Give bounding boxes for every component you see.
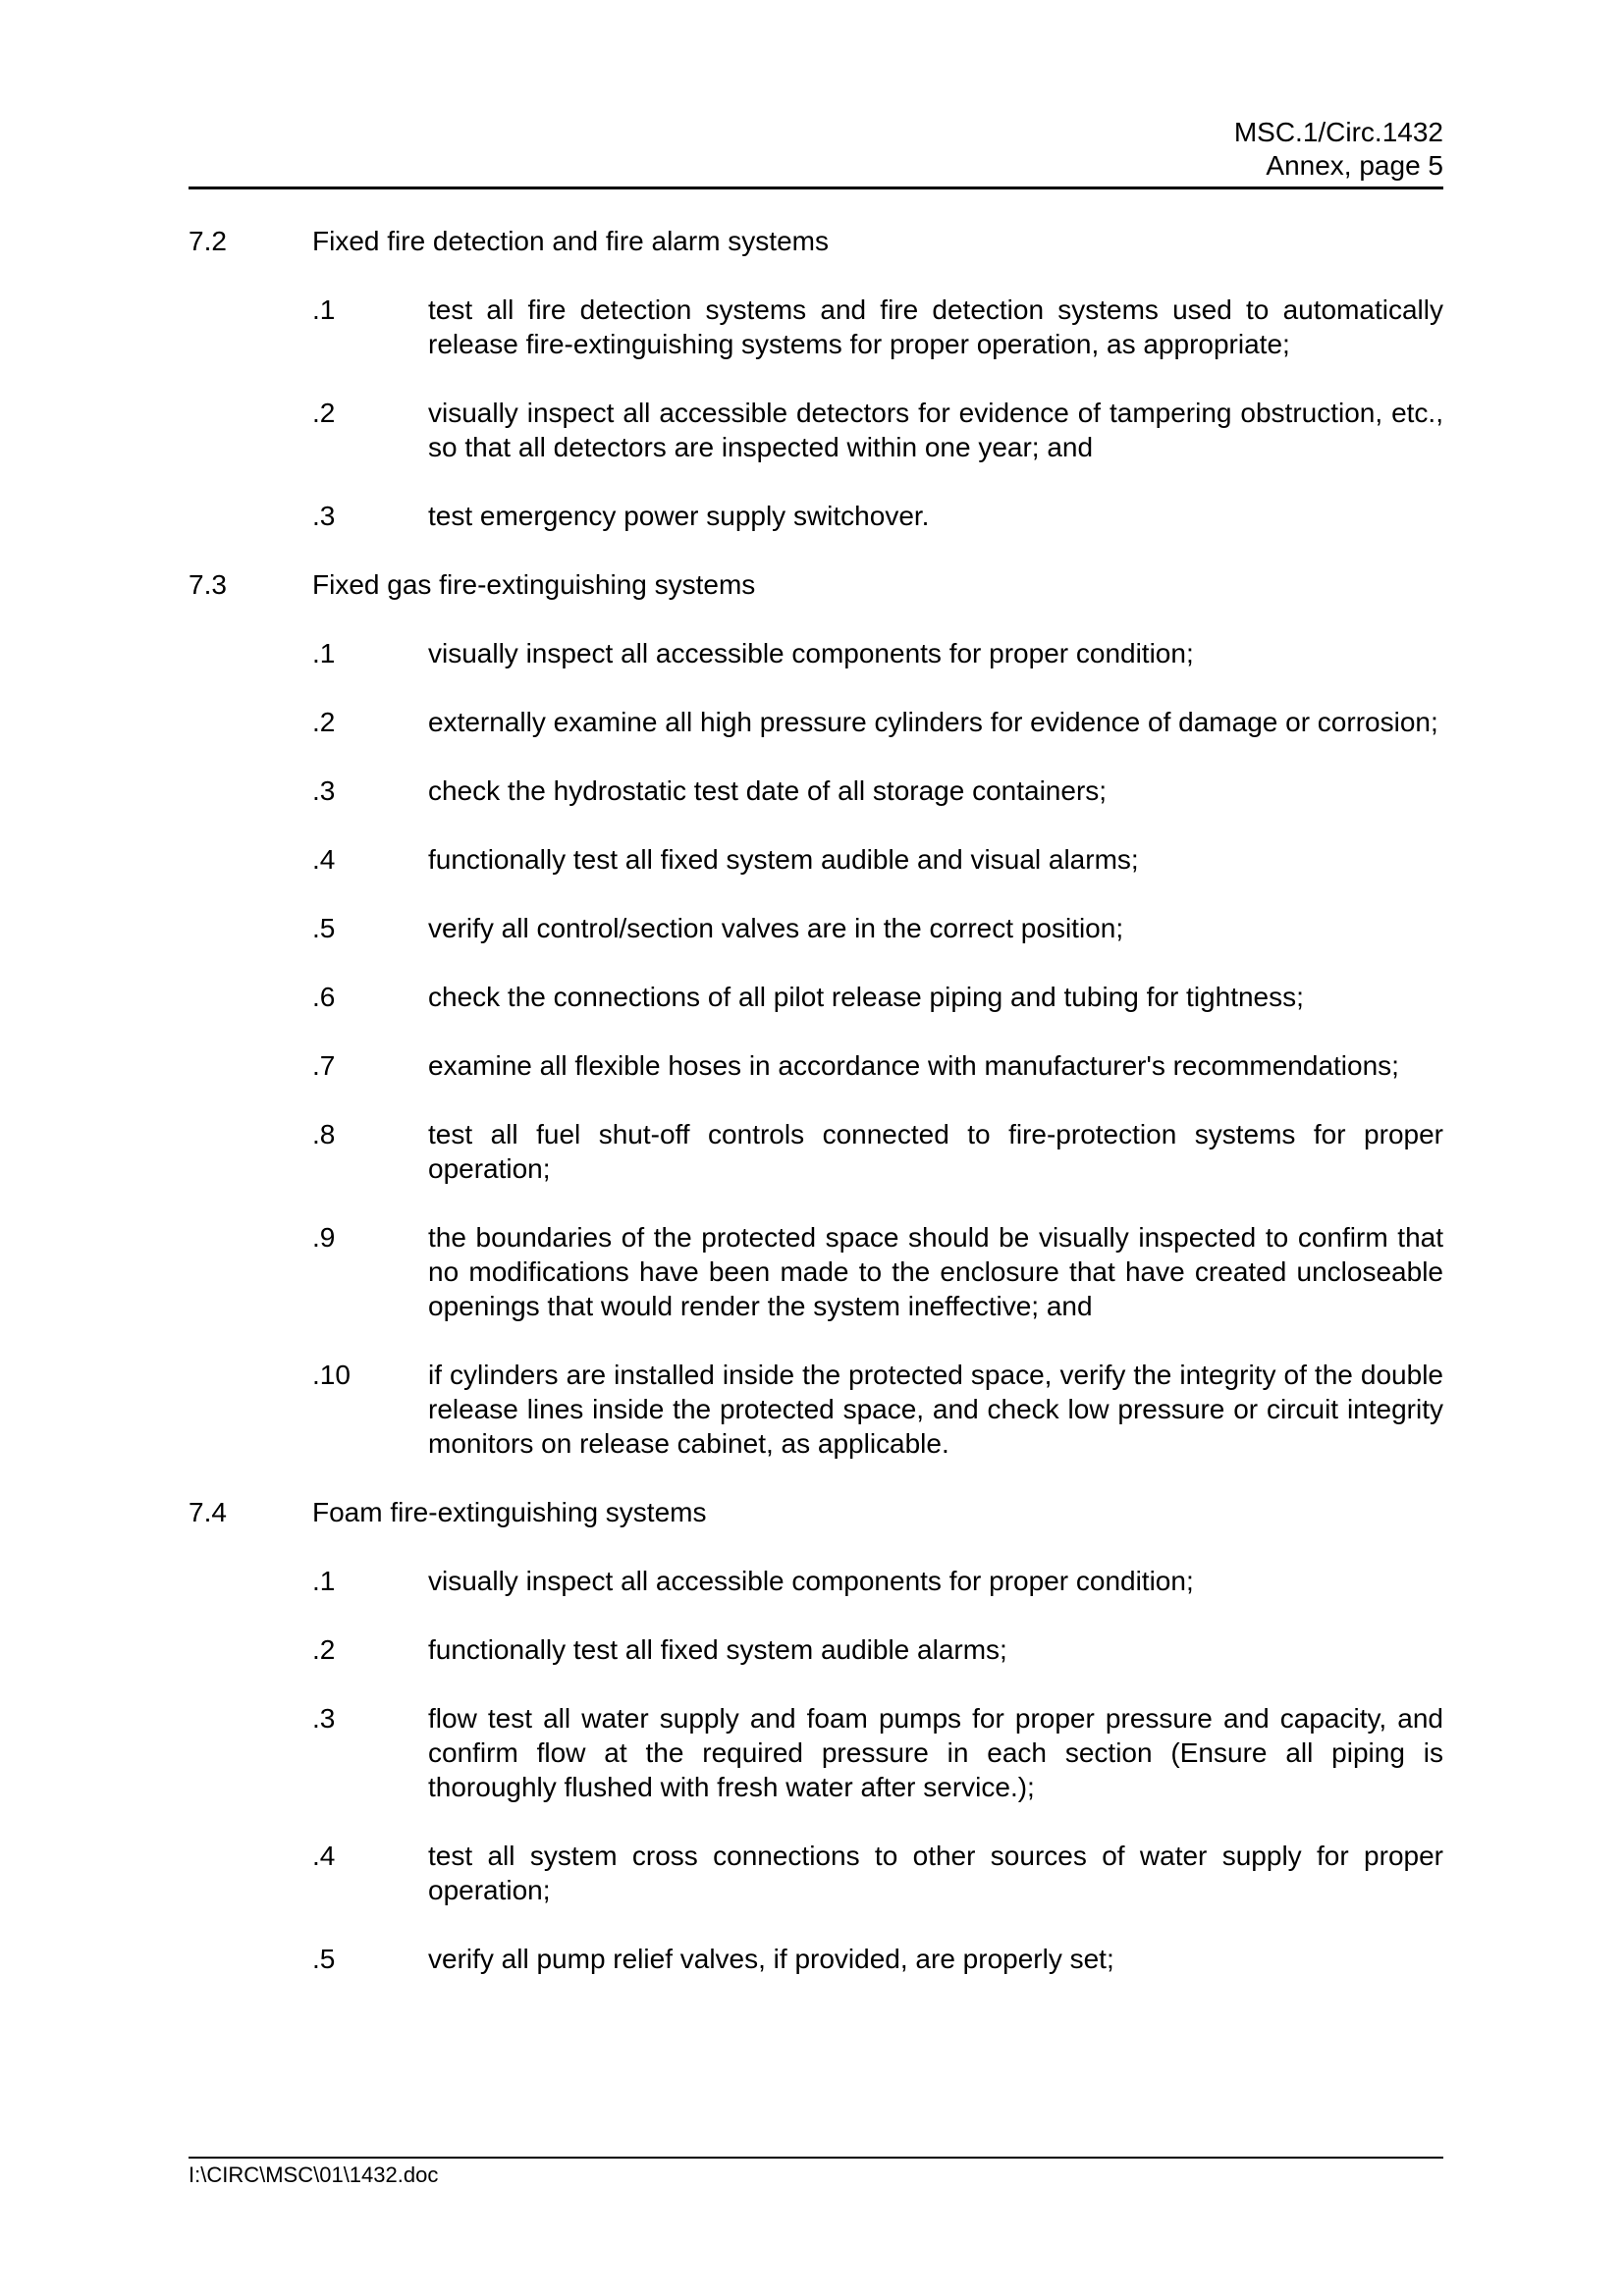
item-text: check the hydrostatic test date of all storage containers; xyxy=(428,775,1108,806)
section-title: Foam fire-extinguishing systems xyxy=(312,1497,707,1527)
list-item xyxy=(312,293,1443,361)
item-number: .8 xyxy=(312,1119,336,1149)
list-item xyxy=(312,1564,1443,1598)
item-number: .1 xyxy=(312,294,336,325)
list-item xyxy=(312,1942,1443,1976)
item-number: .2 xyxy=(312,707,336,737)
list-item xyxy=(312,1117,1443,1186)
document-reference: MSC.1/Circ.1432 xyxy=(1233,117,1443,147)
item-number: .3 xyxy=(312,1703,336,1734)
section-title: Fixed fire detection and fire alarm systems xyxy=(312,226,829,256)
list-item xyxy=(312,499,1443,533)
item-text: the boundaries of the protected space should be visually inspected to confirm that no modifications have been made to the enclosure that have created uncloseable openings that would render the system ineffective; and xyxy=(428,1222,1443,1321)
item-text: verify all pump relief valves, if provided, are properly set; xyxy=(428,1944,1114,1974)
item-text: flow test all water supply and foam pumps for proper pressure and capacity, and confirm flow at the required pressure in each section (Ensure all piping is thoroughly flushed with fresh water after service.); xyxy=(428,1703,1443,1802)
item-number: .7 xyxy=(312,1050,336,1081)
item-text: visually inspect all accessible components for proper condition; xyxy=(428,638,1194,668)
item-number: .2 xyxy=(312,1634,336,1665)
list-item xyxy=(312,1839,1443,1907)
list-item xyxy=(312,842,1443,877)
item-number: .2 xyxy=(312,398,336,428)
item-text: visually inspect all accessible detectors for evidence of tampering obstruction, etc., so that all detectors are inspected within one year; and xyxy=(428,398,1443,462)
item-text: functionally test all fixed system audible alarms; xyxy=(428,1634,1007,1665)
item-number: .9 xyxy=(312,1222,336,1253)
item-text: if cylinders are installed inside the protected space, verify the integrity of the double release lines inside the protected space, and check low pressure or circuit integrity monitors on release cabinet, as applicable. xyxy=(428,1360,1443,1459)
item-text: visually inspect all accessible components for proper condition; xyxy=(428,1566,1194,1596)
list-item xyxy=(312,1701,1443,1804)
section-7-2 xyxy=(189,224,1443,533)
item-number: .1 xyxy=(312,638,336,668)
item-number: .5 xyxy=(312,1944,336,1974)
document-body xyxy=(189,224,1443,2010)
section-heading xyxy=(189,567,1443,602)
item-number: .3 xyxy=(312,775,336,806)
section-number: 7.2 xyxy=(189,226,227,256)
page-header xyxy=(189,116,1443,183)
section-7-3 xyxy=(189,567,1443,1461)
item-number: .6 xyxy=(312,982,336,1012)
item-text: examine all flexible hoses in accordance with manufacturer's recommendations; xyxy=(428,1050,1399,1081)
section-heading xyxy=(189,224,1443,258)
list-item xyxy=(312,1358,1443,1461)
item-number: .3 xyxy=(312,501,336,531)
item-number: .4 xyxy=(312,1841,336,1871)
item-text: externally examine all high pressure cylinders for evidence of damage or corrosion; xyxy=(428,707,1438,737)
list-item xyxy=(312,396,1443,464)
page-label: Annex, page 5 xyxy=(1266,150,1443,181)
item-text: test emergency power supply switchover. xyxy=(428,501,930,531)
item-number: .4 xyxy=(312,844,336,875)
list-item xyxy=(312,911,1443,945)
section-number: 7.4 xyxy=(189,1497,227,1527)
item-text: test all fuel shut-off controls connected to fire-protection systems for proper operation; xyxy=(428,1119,1443,1184)
item-text: test all system cross connections to other sources of water supply for proper operation; xyxy=(428,1841,1443,1905)
item-text: check the connections of all pilot release piping and tubing for tightness; xyxy=(428,982,1304,1012)
item-text: functionally test all fixed system audible and visual alarms; xyxy=(428,844,1139,875)
item-number: .1 xyxy=(312,1566,336,1596)
item-number: .10 xyxy=(312,1360,351,1390)
section-number: 7.3 xyxy=(189,569,227,600)
list-item xyxy=(312,705,1443,739)
list-item xyxy=(312,1220,1443,1323)
item-number: .5 xyxy=(312,913,336,943)
section-title: Fixed gas fire-extinguishing systems xyxy=(312,569,756,600)
list-item xyxy=(312,1048,1443,1083)
list-item xyxy=(312,774,1443,808)
footer-file-path: I:\CIRC\MSC\01\1432.doc xyxy=(189,2163,439,2187)
list-item xyxy=(312,980,1443,1014)
item-text: verify all control/section valves are in the correct position; xyxy=(428,913,1124,943)
section-heading xyxy=(189,1495,1443,1529)
footer-divider xyxy=(189,2157,1443,2159)
list-item xyxy=(312,1632,1443,1667)
header-divider xyxy=(189,187,1443,189)
item-text: test all fire detection systems and fire detection systems used to automatically release fire-extinguishing systems for proper operation, as appropriate; xyxy=(428,294,1443,359)
list-item xyxy=(312,636,1443,670)
section-7-4 xyxy=(189,1495,1443,1976)
